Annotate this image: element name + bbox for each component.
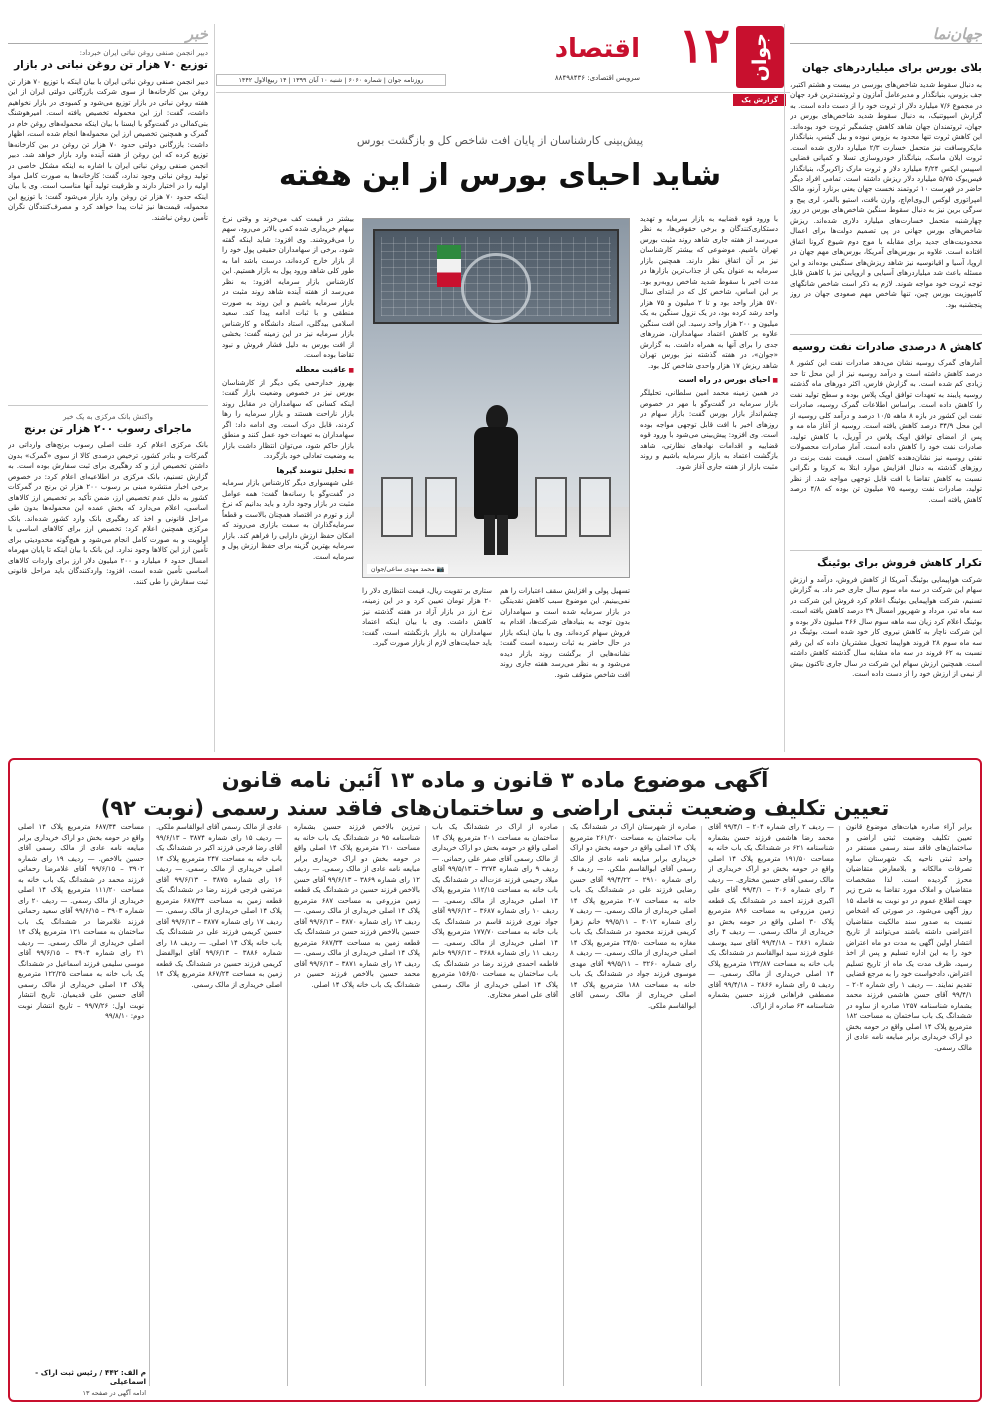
column-rule bbox=[214, 24, 215, 752]
subheading: ■ عاقبت معطله bbox=[222, 364, 354, 376]
story-headline: تکرار کاهش فروش برای بوئینگ bbox=[817, 557, 982, 570]
section-title: اقتصاد bbox=[554, 34, 640, 64]
main-story-col-c-left bbox=[362, 586, 492, 746]
notice-column: برابر آراء صادره هیات‌های موضوع قانون تعیین تکلیف وضعیت ثبتی اراضی و ساختمان‌های فاقد سند رسمی مستقر در واحد ثبتی ناحیه یک شهرستان ساوه تصرفات مالکانه و بلامعارض متقاضیان محرز گردیده است. لذا مشخصات متقاضیان و املاک مورد تقاضا به شرح زیر جهت اطلاع عموم در دو نوبت به فاصله ۱۵ روز آگهی می‌شود. در صورتی که اشخاص نسبت به صدور سند مالکیت متقاضیان اعتراضی داشته باشند می‌توانند از تاریخ انتشار اولین آگهی به مدت دو ماه اعتراض خود را به این اداره تسلیم و پس از اخذ رسید، ظرف مدت یک ماه از تاریخ تسلیم اعتراض، دادخواست خود را به مرجع قضایی تقدیم نمایند. — ردیف ۱ رای شماره ۲۰۲ – ۹۹/۴/۱ آقای حسن هاشمی فرزند محمد بشماره شناسنامه ۱۲۵۷ صادره از ساوه در ششدانگ یک باب ساختمان به مساحت ۱۸۲ مترمربع پلاک ۱۴ اصلی واقع در حومه بخش دو اراک خریداری برابر مبایعه نامه عادی از مالک رسمی. bbox=[846, 823, 972, 1052]
notice-column: صادره از اراک در ششدانگ یک باب ساختمان به مساحت ۲۰۱ مترمربع پلاک ۱۴ اصلی واقع در حومه بخش دو اراک خریداری از مالک رسمی آقای صفر علی رحمانی. — ردیف ۹ رای شماره ۳۲۷۳ – ۹۹/۵/۱۳ آقای میلاد رحیمی فرزند عزت‌اله در ششدانگ یک باب خانه به مساحت ۱۱۲/۱۵ مترمربع پلاک ۱۴ اصلی خریداری از مالک رسمی. — ردیف ۱۰ رای شماره ۳۶۸۷ – ۹۹/۶/۱۲ آقای جواد نوری فرزند قاسم در ششدانگ یک باب خانه به مساحت ۱۷۷/۷۰ مترمربع پلاک ۱۴ اصلی خریداری از مالک رسمی. — ردیف ۱۱ رای شماره ۳۶۸۸ – ۹۹/۶/۱۲ خانم فاطمه احمدی فرزند رضا در ششدانگ یک باب ساختمان به مساحت ۱۵۶/۵۰ مترمربع پلاک ۱۴ اصلی خریداری از مالک رسمی آقای علی اصغر مختاری. bbox=[432, 823, 558, 999]
news-column bbox=[8, 24, 208, 752]
masthead-rule bbox=[216, 92, 790, 93]
main-story-col-c-right bbox=[500, 586, 630, 746]
section-header bbox=[8, 24, 208, 44]
story-headline: بلای بورس برای میلیاردرهای جهان bbox=[802, 62, 982, 74]
story-kicker: دبیر انجمن صنفی روغن نباتی ایران خبرداد: bbox=[79, 48, 208, 57]
paragraph: بیشتر در قیمت کف می‌خرند و وقتی نرخ سهام خریداری شده کمی بالاتر می‌رود، سهم را می‌فروشند. وی افزود: شاید اینکه گفته شود، برخی از سهامداران حقیقی پول خود را از بازار خارج کرده‌اند، درست باشد اما به طور کلی شاهد ورود پول به بازار هستیم. این کارشناس بازار سرمایه افزود: به نظر می‌رسد از هفته آینده شاهد روند مثبت در بازار سرمایه باشیم و این روند به صورت منطقی و با ثبات ادامه پیدا کند. سعید اسلامی بیدگلی، استاد دانشگاه و کارشناس بازار سرمایه نیز در این زمینه گفت: بخشی از افت بورس به دلیل فشار فروش و نبود تقاضا بوده است. bbox=[222, 214, 354, 360]
story-body: بانک مرکزی اعلام کرد علت اصلی رسوب برنج‌های وارداتی در گمرکات و بنادر کشور، ترخیص درصدی کالا از سوی «گمرک» بدون داشتن تخصیص ارز و کد رهگیری برای ثبت سفارش بوده است. به گزارش تسنیم، بانک مرکزی در اطلاعیه‌ای اعلام کرد: در خصوص برخی اخبار منتشره مبنی بر رسوب ۲۰۰ هزار تن برنج در گمرکات کشور به دلیل عدم تخصیص ارز، ضمن تأکید بر تخصیص ارز کالاهای اساسی، اعلام می‌دارد که بخش عمده این محموله‌ها بدون طی مراحل قانونی و اخذ کد رهگیری بانک وارد کشور شده‌اند. بانک مرکزی همچنین اعلام کرد: تخصیص ارز برای کالاهای اساسی با اولویت و به صورت کامل انجام می‌شود و هیچ‌گونه محدودیتی برای تأمین ارز این کالاها وجود ندارد. این بانک با بیان اینکه تا پایان مهرماه امسال حدود ۶ میلیارد و ۲۰۰ میلیون دلار ارز برای واردات کالاهای اساسی تأمین شده است، افزود: واردکنندگان باید مراحل قانونی ثبت سفارش را طی کنند. bbox=[8, 440, 208, 586]
main-story-col-a bbox=[640, 214, 778, 744]
notice-column: مساحت ۶۸۷/۳۴ مترمربع پلاک ۱۴ اصلی واقع در حومه بخش دو اراک خریداری برابر مبایعه نامه عادی از مالک رسمی آقای حسین بالاخص. — ردیف ۱۹ رای شماره ۳۹۰۲ – ۹۹/۶/۱۵ آقای غلامرضا رحمانی فرزند محمد در ششدانگ یک باب خانه به مساحت ۱۱۱/۲۰ مترمربع پلاک ۱۴ اصلی خریداری از مالک رسمی. — ردیف ۲۰ رای شماره ۳۹۰۳ – ۹۹/۶/۱۵ آقای سعید رحمانی فرزند غلامرضا در ششدانگ یک باب ساختمان به مساحت ۱۲۱ مترمربع پلاک ۱۴ اصلی خریداری از مالک رسمی. — ردیف ۲۱ رای شماره ۳۹۰۴ – ۹۹/۶/۱۵ آقای موسی سلیمی فرزند اسماعیل در ششدانگ یک باب خانه به مساحت ۱۲۲/۲۵ مترمربع پلاک ۱۴ اصلی خریداری از مالک رسمی آقای حسین علی قدیمیان. تاریخ انتشار نوبت اول: ۹۹/۷/۲۶ – تاریخ انتشار نوبت دوم: ۹۹/۸/۱۰ bbox=[18, 823, 144, 1020]
report-tag-label: گزارش یک bbox=[741, 96, 778, 104]
notice-column: عادی از مالک رسمی آقای ابوالقاسم ملکی. — ردیف ۱۵ رای شماره ۳۸۷۴ – ۹۹/۶/۱۳ آقای رضا فرجی فرزند اکبر در ششدانگ یک باب خانه به مساحت ۲۴۷ مترمربع پلاک ۱۴ اصلی خریداری از مالک رسمی. — ردیف ۱۶ رای شماره ۳۸۷۵ – ۹۹/۶/۱۳ آقای مرتضی فرجی فرزند رضا در ششدانگ یک قطعه زمین به مساحت ۶۸۷/۳۴ مترمربع پلاک ۱۴ اصلی خریداری از مالک رسمی. — ردیف ۱۷ رای شماره ۳۸۷۷ – ۹۹/۶/۱۳ آقای حسین کریمی فرزند علی در ششدانگ یک باب خانه پلاک ۱۴ اصلی. — ردیف ۱۸ رای شماره ۳۸۸۶ – ۹۹/۶/۱۳ آقای ابوالفضل کریمی فرزند حسین در ششدانگ یک قطعه زمین به مساحت ۸۶۷/۲۴ مترمربع پلاک ۱۴ اصلی خریداری از مالک رسمی. bbox=[156, 823, 282, 989]
notice-title: آگهی موضوع ماده ۳ قانون و ماده ۱۳ آئین نامه قانون bbox=[221, 768, 769, 792]
notice-column: تبرزین بالاخص فرزند حسین بشماره شناسنامه ۹۵ در ششدانگ یک باب خانه به مساحت ۲۱۰ مترمربع پلاک ۱۴ اصلی واقع در حومه بخش دو اراک خریداری برابر مبایعه نامه عادی از مالک رسمی. — ردیف ۱۲ رای شماره ۳۸۶۹ – ۹۹/۶/۱۳ آقای حسن بالاخص فرزند حسین در ششدانگ یک قطعه زمین مزروعی به مساحت ۶۸۷ مترمربع پلاک ۱۴ اصلی خریداری از مالک رسمی. — ردیف ۱۳ رای شماره ۳۸۷۰ – ۹۹/۶/۱۳ آقای حسین بالاخص فرزند حسن در ششدانگ یک قطعه زمین به مساحت ۶۸۷/۳۴ مترمربع پلاک ۱۴ اصلی خریداری از مالک رسمی. — ردیف ۱۴ رای شماره ۳۸۷۱ – ۹۹/۶/۱۳ آقای محمد حسین بالاخص فرزند حسین در ششدانگ یک باب خانه پلاک ۱۴ اصلی. bbox=[294, 823, 420, 989]
story-body: شرکت هواپیمایی بوئینگ آمریکا از کاهش فروش، درآمد و ارزش سهام این شرکت در سه ماه سوم سال جاری خبر داد. به گزارش تسنیم، شرکت هواپیمایی بوئینگ اعلام کرد فروش این شرکت در سه ماه تیر، مرداد و شهریور امسال ۲۹ درصد کاهش یافته است. بوئینگ اعلام کرد زیان سه ماهه سوم سال ۴۶۶ میلیون دلار بوده و این شرکت ناچار به کاهش نیروی کار خود شده است. بوئینگ در سه ماه سوم ۲۸ فروند هواپیما تحویل مشتریان داده که این رقم نسبت به ۶۲ فروند در سه ماه مشابه سال گذشته کاهش داشته است. همچنین ارزش سهام این شرکت در سال جاری تاکنون بیش از نیمی از ارزش خود را از دست داده است. bbox=[790, 574, 982, 679]
paragraph: با ورود قوه قضاییه به بازار سرمایه و تهدید دستکاری‌کنندگان و برخی حقوقی‌ها، به نظر می‌رسد از هفته جاری شاهد روند مثبت بورس تهران باشیم. موضوعی که بیشتر کارشناسان نیز بر آن اتفاق نظر دارند. همچنین بازار سرمایه به عنوان یکی از جذاب‌ترین بازارها در مدت اخیر با سقوط شدید شاخص روبه‌رو بود. بر این اساس، شاخص کل که در ابتدای سال ۵۷۰ هزار واحد بود و تا ۲ میلیون و ۷۵ هزار واحد رشد کرده بود، در یک نزول سنگین به یک میلیون و ۲۰۰ هزار واحد رسید. این افت سنگین علاوه بر کاهش اعتماد سهامداران، ضررهای جدی را برای آنها به همراه داشت. به گزارش «جوان»، در هفته گذشته نیز بورس تهران شاهد ریزش ۱۷ هزار واحدی شاخص کل بود. bbox=[640, 214, 778, 370]
story-kicker: واکنش بانک مرکزی به یک خبر bbox=[63, 411, 153, 421]
notice-subtitle: تعیین تکلیف وضعیت ثبتی اراضی و ساختمان‌های فاقد سند رسمی (نوبت ۹۲) bbox=[100, 796, 890, 820]
story-divider bbox=[8, 405, 208, 406]
photo-credit bbox=[367, 564, 448, 574]
paragraph: تسهیل پولی و افزایش سقف اعتبارات را هم نمی‌بینیم. این موضوع سبب کاهش نقدینگی در بازار سرمایه شده است و سهامداران بدون توجه به بنیادهای شرکت‌ها، اقدام به فروش سهام کرده‌اند. وی با بیان اینکه بازار در حال حاضر به ثبات رسیده است گفت: نشانه‌هایی از برگشت روند بازار دیده می‌شود و به نظر می‌رسد هفته جاری روند افت شاخص متوقف شود. bbox=[500, 586, 630, 679]
paragraph: ستاری بر تقویت ریال، قیمت انتظاری دلار را ۲۰ هزار تومان تعیین کرد و در این زمینه، نرخ ارز در بازار آزاد در هفته گذشته نیز کاهش داشت. وی با بیان اینکه اعتماد سهامداران به بازار بازنگشته است، گفت: باید حمایت‌های لازم از بازار صورت گیرد. bbox=[362, 586, 492, 648]
section-label: خبر bbox=[185, 25, 208, 43]
story-body: دبیر انجمن صنفی روغن نباتی ایران با بیان اینکه با توزیع ۷۰ هزار تن روغن بین کارخانه‌ها از سوی شرکت بازرگانی دولتی ایران از این هفته روغن نباتی در بازار توزیع می‌شود و کمبودی در بازار نخواهیم داشت، گفت: ارز این محموله تخصیص یافته است. امیرهوشنگ بنی‌کمالی در گفت‌وگو با ایسنا با بیان اینکه محموله‌های روغن خام در گمرک و همچنین تخصیص ارز این محموله‌ها انجام شده است، اظهار داشت: بازرگانی دولتی حدود ۷۰ هزار تن روغن در بین کارخانه‌ها توزیع کرده که این روغن از هفته آینده وارد بازار خواهد شد. دبیر انجمن صنفی روغن نباتی ایران با اشاره به اینکه مشکل خاصی در تولید روغن نباتی وجود ندارد، گفت: کارخانه‌ها به صورت کامل مواد اولیه را در اختیار دارند و ظرفیت تولید آنها مناسب است. وی با بیان اینکه حدود ۷۰ هزار تن روغن وارد بازار می‌شود گفت: با توزیع این محموله، قیمت‌ها نیز ثبات پیدا خواهد کرد و مصرف‌کنندگان نگران تأمین روغن نباشند. bbox=[8, 76, 208, 222]
column-rule bbox=[784, 24, 785, 752]
world-column bbox=[790, 24, 982, 752]
legal-notice bbox=[8, 758, 982, 1402]
subheading: ■ تحلیل تنومند گیرها bbox=[222, 465, 354, 477]
paragraph: در همین زمینه محمد امین سلطانی، تحلیلگر بازار سرمایه در گفت‌وگو با مهر در خصوص چشم‌انداز بازار بورس گفت: بازار سهام در روزهای اخیر با افت قابل توجهی مواجه بوده است. وی افزود: پیش‌بینی می‌شود با ورود قوه قضاییه و اقدامات نهادهای نظارتی، شاهد بازگشت اعتماد به بازار سرمایه باشیم و روند مثبت بازار از هفته جاری آغاز شود. bbox=[640, 388, 778, 471]
logo-text: جوان bbox=[749, 32, 771, 82]
story-body: آمارهای گمرک روسیه نشان می‌دهد صادرات نفت این کشور ۸ درصد کاهش داشته است و درآمد روسیه نیز از این محل تا حد زیادی کم شده است. به گزارش فارس، اکثر دورهای ماه گذشته روسیه پایبند به تعهدات توافق اوپک پلاس بوده و سطح تولید نفت را کاهش داده است. براساس اطلاعات گمرک روسیه، صادرات نفت این کشور در بازه ۸ ماهه ۱۰/۵ درصد و درآمد کلی روسیه از این محل ۳۴/۹ درصد کاهش یافته است. روسیه از آغاز ماه مه و پس از امضای توافق اوپک پلاس در آوریل، با کاهش تولید، صادرات نفت خود را کاهش داده است. آمار صادرات محصولات نفتی روسیه نیز نشان‌دهنده کاهش است. قیمت نفت برنت در روزهای گذشته به دنبال افزایش موارد ابتلا به کرونا و نگرانی نسبت به کاهش تقاضا با افت قابل توجهی مواجه شد. از نظر تولید، صادرات نفت روسیه ۷۵ میلیون تن بوده که ۴/۸ درصد کاهش یافته است. bbox=[790, 358, 982, 504]
subheading: ■ احیای بورس در راه است bbox=[640, 374, 778, 386]
page-number: ۱۲ bbox=[678, 18, 730, 74]
notice-signature: م الف: ۴۴۲ / رئیس ثبت اراک - اسماعیلی bbox=[35, 1368, 146, 1386]
story-divider bbox=[790, 334, 982, 335]
main-story-headline: شاید احیای بورس از این هفته bbox=[278, 158, 722, 193]
issue-info: روزنامه جوان | شماره ۶۰۶۰ | شنبه ۱۰ آبان ۱۳۹۹ | ۱۴ ربیع‌الاول ۱۴۴۲ bbox=[216, 74, 446, 86]
paragraph: علی شهسواری دیگر کارشناس بازار سرمایه در گفت‌وگو با رسانه‌ها گفت: همه عوامل مثبت در بازار وجود دارد و باید بدانیم که نرخ ارز و تورم در اقتصاد همچنان بالاست و قطعاً سرمایه‌گذاران به سمت بازاری می‌روند که امکان حفظ ارزش دارایی را فراهم کند. بازار سرمایه بهترین گزینه برای حفظ ارزش پول و سرمایه است. bbox=[222, 478, 354, 561]
notice-column: — ردیف ۲ رای شماره ۲۰۴ – ۹۹/۴/۱ آقای محمد رضا هاشمی فرزند حسن بشماره شناسنامه ۶۲۱ در ششدانگ یک باب خانه به مساحت ۱۹۱/۵۰ مترمربع پلاک ۱۴ اصلی واقع در حومه بخش دو اراک خریداری از مالک رسمی آقای حسین مختاری. — ردیف ۳ رای شماره ۲۰۶ – ۹۹/۴/۱ آقای علی اکبری فرزند احمد در ششدانگ یک قطعه زمین مزروعی به مساحت ۸۹۶ مترمربع پلاک ۳۰ اصلی واقع در حومه بخش دو خریداری از مالک رسمی. — ردیف ۴ رای شماره ۲۸۶۱ – ۹۹/۴/۱۸ آقای سید یوسف علوی فرزند سید ابوالقاسم در ششدانگ یک باب خانه به مساحت ۱۳۲/۸۷ مترمربع پلاک ۱۴ اصلی خریداری از مالک رسمی. — ردیف ۵ رای شماره ۲۸۶۶ – ۹۹/۴/۱۸ آقای مصطفی فراهانی فرزند حسین بشماره شناسنامه ۶۳ صادره از اراک. bbox=[708, 823, 834, 1010]
newspaper-logo bbox=[736, 26, 784, 88]
camera-icon: 📷 bbox=[434, 566, 445, 573]
masthead bbox=[216, 18, 790, 112]
story-headline: کاهش ۸ درصدی صادرات نفت روسیه bbox=[792, 340, 982, 353]
stock-board bbox=[373, 229, 619, 324]
story-headline: ماجرای رسوب ۲۰۰ هزار تن برنج bbox=[24, 422, 192, 435]
notice-continuation: ادامه آگهی در صفحه ۱۳ bbox=[82, 1389, 146, 1397]
main-story-kicker: پیش‌بینی کارشناسان از پایان افت شاخص کل و بازگشت بورس bbox=[356, 134, 644, 147]
woman-figure bbox=[470, 405, 522, 555]
story-divider bbox=[790, 550, 982, 551]
main-photo bbox=[362, 218, 630, 578]
story-headline: توزیع ۷۰ هزار تن روغن نباتی در بازار bbox=[14, 59, 208, 71]
section-header bbox=[790, 24, 982, 44]
story-body: به دنبال سقوط شدید شاخص‌های بورسی در بیست و هشتم اکتبر، جف بزوس، بنیانگذار و مدیرعامل آمازون و ثروتمندترین فرد جهان در مجموع ۷/۶ میلیارد دلار از ثروت خود را از دست داده است. به گزارش اسپوتنیک، به دنبال سقوط شدید شاخص‌های بورس در جهان، ثروتمندان جهان شاهد کاهش چشمگیر ثروت خود بوده‌اند. این کاهش ثروت تنها محدود به بزوس نبوده و بیل گیتس، بنیانگذار مایکروسافت نیز متحمل خسارت ۲/۳ میلیارد دلاری شده است. ثروت ایلان ماسک، بنیانگذار خودروسازی تسلا و کمپانی فضایی اسپیس ایکس ۴/۲۴ میلیارد دلار و ثروت مارک زاکربرگ، بنیانگذار فیس‌بوک ۵/۷۵ میلیارد دلار ریزش داشته است. تمامی افراد دیگر حاضر در فهرست ۱۰ ثروتمند نخست جهان یعنی برنارد آرنو، مالک امپراتوری لوکس ال‌وی‌ام‌اچ، وارن بافت، استیو بالمر، لری پیج و سرگی برین نیز به دنبال سقوط سنگین شاخص‌های بورس در روز چهارشنبه متحمل خسارت‌های میلیارد دلاری شده‌اند. ریزش شاخص‌های بورس جهانی در پی تصمیم دولت‌ها برای اعمال محدودیت‌های جدید برای مقابله با موج دوم شیوع کرونا اتفاق افتاده است. علاوه بر بورس‌های آمریکا، بورس‌های مهم جهان در اروپا، آسیا و اقیانوسیه نیز شاهد ریزش‌های سنگینی بوده‌اند و این مسئله باعث شد میلیاردرهای آسیایی و اروپایی نیز با کاهش قابل توجه ثروت خود مواجه شوند. لازم به ذکر است شاخص شانگهای کامپوزیت بورس چین، تنها شاخص مهم صعودی جهان در روز پنجشنبه بود. bbox=[790, 79, 982, 309]
notice-column: صادره از شهرستان اراک در ششدانگ یک باب ساختمان به مساحت ۲۶۱/۲۰ مترمربع پلاک ۱۴ اصلی واقع در حومه بخش دو اراک خریداری برابر مبایعه نامه عادی از مالک رسمی آقای ابوالقاسم ملکی. — ردیف ۶ رای شماره ۲۹۱۰ – ۹۹/۴/۲۲ آقای حسن رضایی فرزند علی در ششدانگ یک باب خانه به مساحت ۲۰۷ مترمربع پلاک ۱۴ اصلی خریداری از مالک رسمی. — ردیف ۷ رای شماره ۳۰۱۲ – ۹۹/۵/۱۱ خانم زهرا کریمی فرزند محمود در ششدانگ یک باب مغازه به مساحت ۲۴/۵۰ مترمربع پلاک ۱۴ اصلی خریداری از مالک رسمی. — ردیف ۸ رای شماره ۳۲۶۰ – ۹۹/۵/۱۱ آقای مهدی موسوی فرزند جواد در ششدانگ یک باب خانه به مساحت ۱۸۸ مترمربع پلاک ۱۴ اصلی خریداری از مالک رسمی آقای ابوالقاسم ملکی. bbox=[570, 823, 696, 1010]
photo-credit-text: محمد مهدی ساعی/جوان bbox=[371, 566, 435, 573]
section-label: جهان‌نما bbox=[932, 25, 982, 43]
report-tag bbox=[733, 94, 786, 106]
service-line: سرویس اقتصادی: ۸۸۴۹۸۴۳۶ bbox=[554, 74, 640, 82]
paragraph: بهروز خدارحمی یکی دیگر از کارشناسان بورس نیز در خصوص وضعیت بازار گفت: اینکه کسانی که سهامداران در مقابل روند بازار ناراحت هستند و بازار سرمایه را رها کردند، قابل درک است. وی ادامه داد: اگر سهامداران به تعهدات خود عمل کنند و منطق بازار حاکم شود، می‌توان انتظار داشت بازار به وضعیت تعادلی خود بازگردد. bbox=[222, 377, 354, 461]
main-story-col-b bbox=[222, 214, 354, 744]
